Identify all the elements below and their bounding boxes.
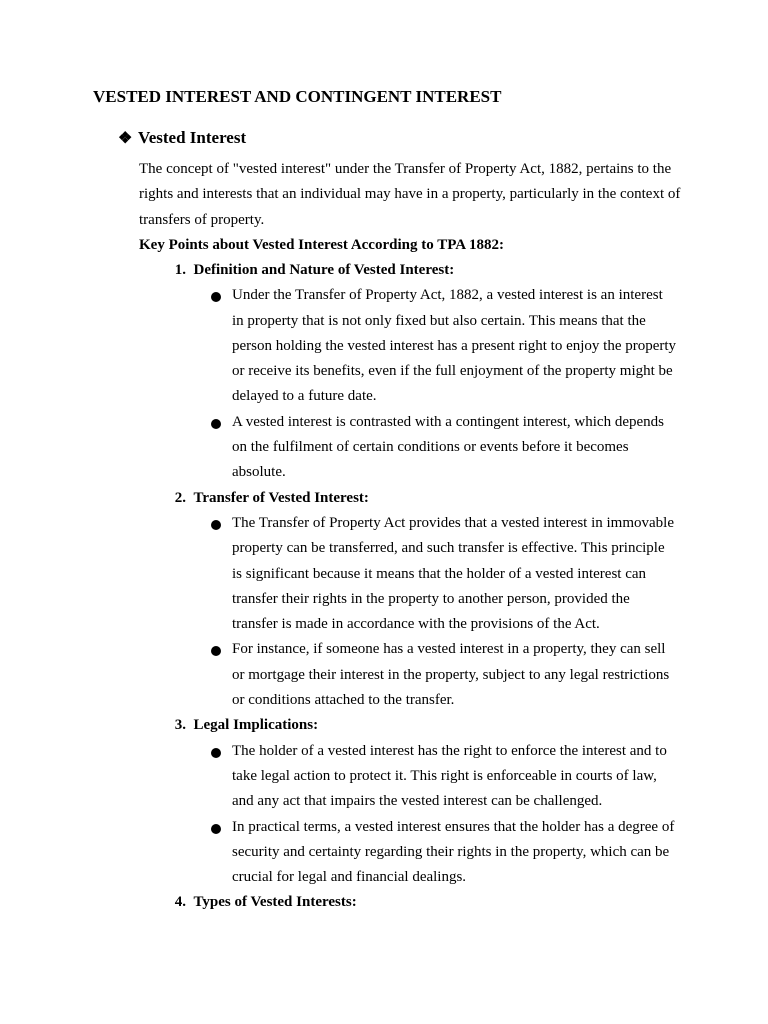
diamond-bullet-icon: ❖	[118, 130, 133, 147]
bullet-text: In practical terms, a vested interest ensures that the holder has a degree of security and certainty regarding their rights in the property, which can be crucial for legal and financial dealings.	[232, 818, 675, 886]
bullet-text: The holder of a vested interest has the right to enforce the interest and to take legal action to protect it. This right is enforceable in courts of law, and any act that impairs the vested interest can be challenged.	[232, 742, 667, 810]
point-title-text: Transfer of Vested Interest:	[193, 489, 369, 506]
point-number: 2.	[174, 489, 186, 506]
numbered-point	[139, 713, 684, 890]
bullet-item	[139, 739, 684, 815]
point-title	[139, 713, 684, 738]
numbered-point	[139, 890, 684, 915]
bullet-text: A vested interest is contrasted with a contingent interest, which depends on the fulfilment of certain conditions or events before it becomes absolute.	[232, 413, 664, 481]
point-number: 4.	[174, 894, 186, 911]
bullet-dot-icon	[211, 646, 221, 656]
bullet-dot-icon	[211, 520, 221, 530]
bullet-text: Under the Transfer of Property Act, 1882, a vested interest is an interest in property that is not only fixed but also certain. This means that the person holding the vested interest has a present right to enjoy the property or receive its benefits, even if the full enjoyment of the property might be delayed to a future date.	[232, 287, 677, 405]
point-title	[139, 486, 684, 511]
numbered-points-list	[139, 258, 684, 916]
numbered-point	[139, 258, 684, 486]
section-heading	[118, 128, 246, 148]
bullet-item	[139, 410, 684, 486]
bullet-dot-icon	[211, 419, 221, 429]
point-title-text: Legal Implications:	[193, 717, 319, 734]
point-title-text: Types of Vested Interests:	[193, 894, 357, 911]
intro-paragraph: The concept of "vested interest" under the Transfer of Property Act, 1882, pertains to the rights and interests that an individual may have in a property, particularly in the context of transfers of property.	[139, 161, 681, 228]
bullet-list	[139, 739, 684, 891]
bullet-item	[139, 511, 684, 637]
section-heading-text: Vested Interest	[138, 128, 247, 147]
point-title-text: Definition and Nature of Vested Interest:	[193, 262, 455, 278]
point-number: 3.	[174, 717, 186, 734]
bullet-text: The Transfer of Property Act provides that a vested interest in immovable property can be transferred, and such transfer is effective. This principle is significant because it means that the holder of a vested interest can transfer their rights in the property to another person, provided the transfer is made in accordance with the provisions of the Act.	[232, 514, 674, 633]
point-title	[139, 258, 684, 283]
bullet-dot-icon	[211, 292, 221, 302]
bullet-list	[139, 511, 684, 713]
bullet-dot-icon	[211, 824, 221, 834]
bullet-list	[139, 283, 684, 485]
bullet-item	[139, 283, 684, 409]
key-points-heading: Key Points about Vested Interest According to TPA 1882:	[139, 237, 505, 253]
bullet-dot-icon	[211, 748, 221, 758]
bullet-item	[139, 815, 684, 891]
bullet-text: For instance, if someone has a vested interest in a property, they can sell or mortgage their interest in the property, subject to any legal restrictions or conditions attached to the transfer.	[232, 641, 670, 709]
bullet-item	[139, 637, 684, 713]
numbered-point	[139, 486, 684, 714]
document-title: VESTED INTEREST AND CONTINGENT INTEREST	[93, 87, 502, 106]
point-title	[139, 890, 684, 915]
point-number: 1.	[174, 262, 186, 278]
